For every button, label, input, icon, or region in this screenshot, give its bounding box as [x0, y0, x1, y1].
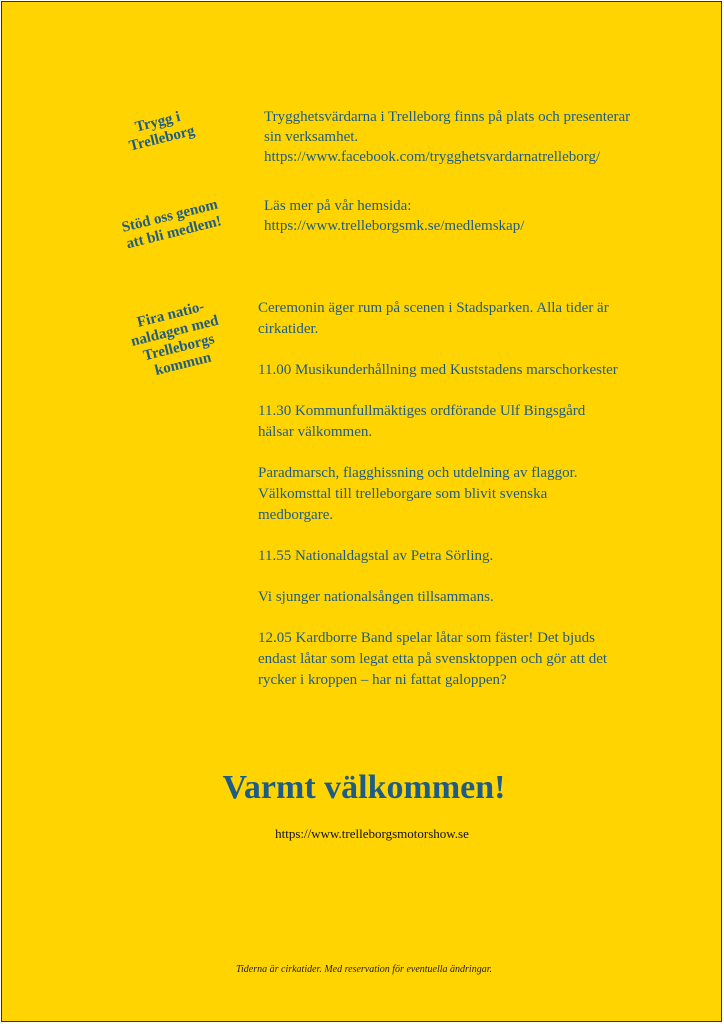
program-item: 11.30 Kommunfullmäktiges ordförande Ulf Bingsgård hälsar välkommen.	[258, 403, 586, 440]
section-text-trygg: Trygghetsvärdarna i Trelleborg finns på plats och presenterar sin verksamhet. https://www.facebook.com/trygghetsvardarnatrelleborg/	[264, 109, 631, 165]
program-item: 11.55 Nationaldagstal av Petra Sörling.	[258, 548, 494, 564]
section-label-fira: Fira natio- naldagen med Trelleborgs kommun	[129, 298, 221, 379]
footnote: Tiderna är cirkatider. Med reservation för eventuella ändringar.	[236, 964, 492, 975]
section-label-stod: Stöd oss genom att bli medlem!	[120, 196, 224, 253]
program-item: Ceremonin äger rum på scenen i Stadsparken. Alla tider är cirkatider.	[258, 300, 609, 337]
program-list	[258, 298, 618, 711]
website-url: https://www.trelleborgsmotorshow.se	[275, 826, 469, 841]
program-item: Vi sjunger nationalsången tillsammans.	[258, 589, 494, 605]
headline: Varmt välkommen!	[222, 769, 506, 806]
program-item: 12.05 Kardborre Band spelar låtar som fäster! Det bjuds endast låtar som legat etta på svensktoppen och gör att det rycker i kroppen – har ni fattat galoppen?	[258, 630, 608, 688]
section-label-trygg: Trygg i Trelleborg	[127, 108, 197, 155]
program-item: Paradmarsch, flagghissning och utdelning av flaggor. Välkomsttal till trelleborgare som blivit svenska medborgare.	[258, 465, 578, 523]
program-item: 11.00 Musikunderhållning med Kuststadens marschorkester	[258, 362, 618, 378]
poster-page	[1, 1, 722, 1022]
section-text-stod: Läs mer på vår hemsida: https://www.trelleborgsmk.se/medlemskap/	[264, 198, 525, 234]
